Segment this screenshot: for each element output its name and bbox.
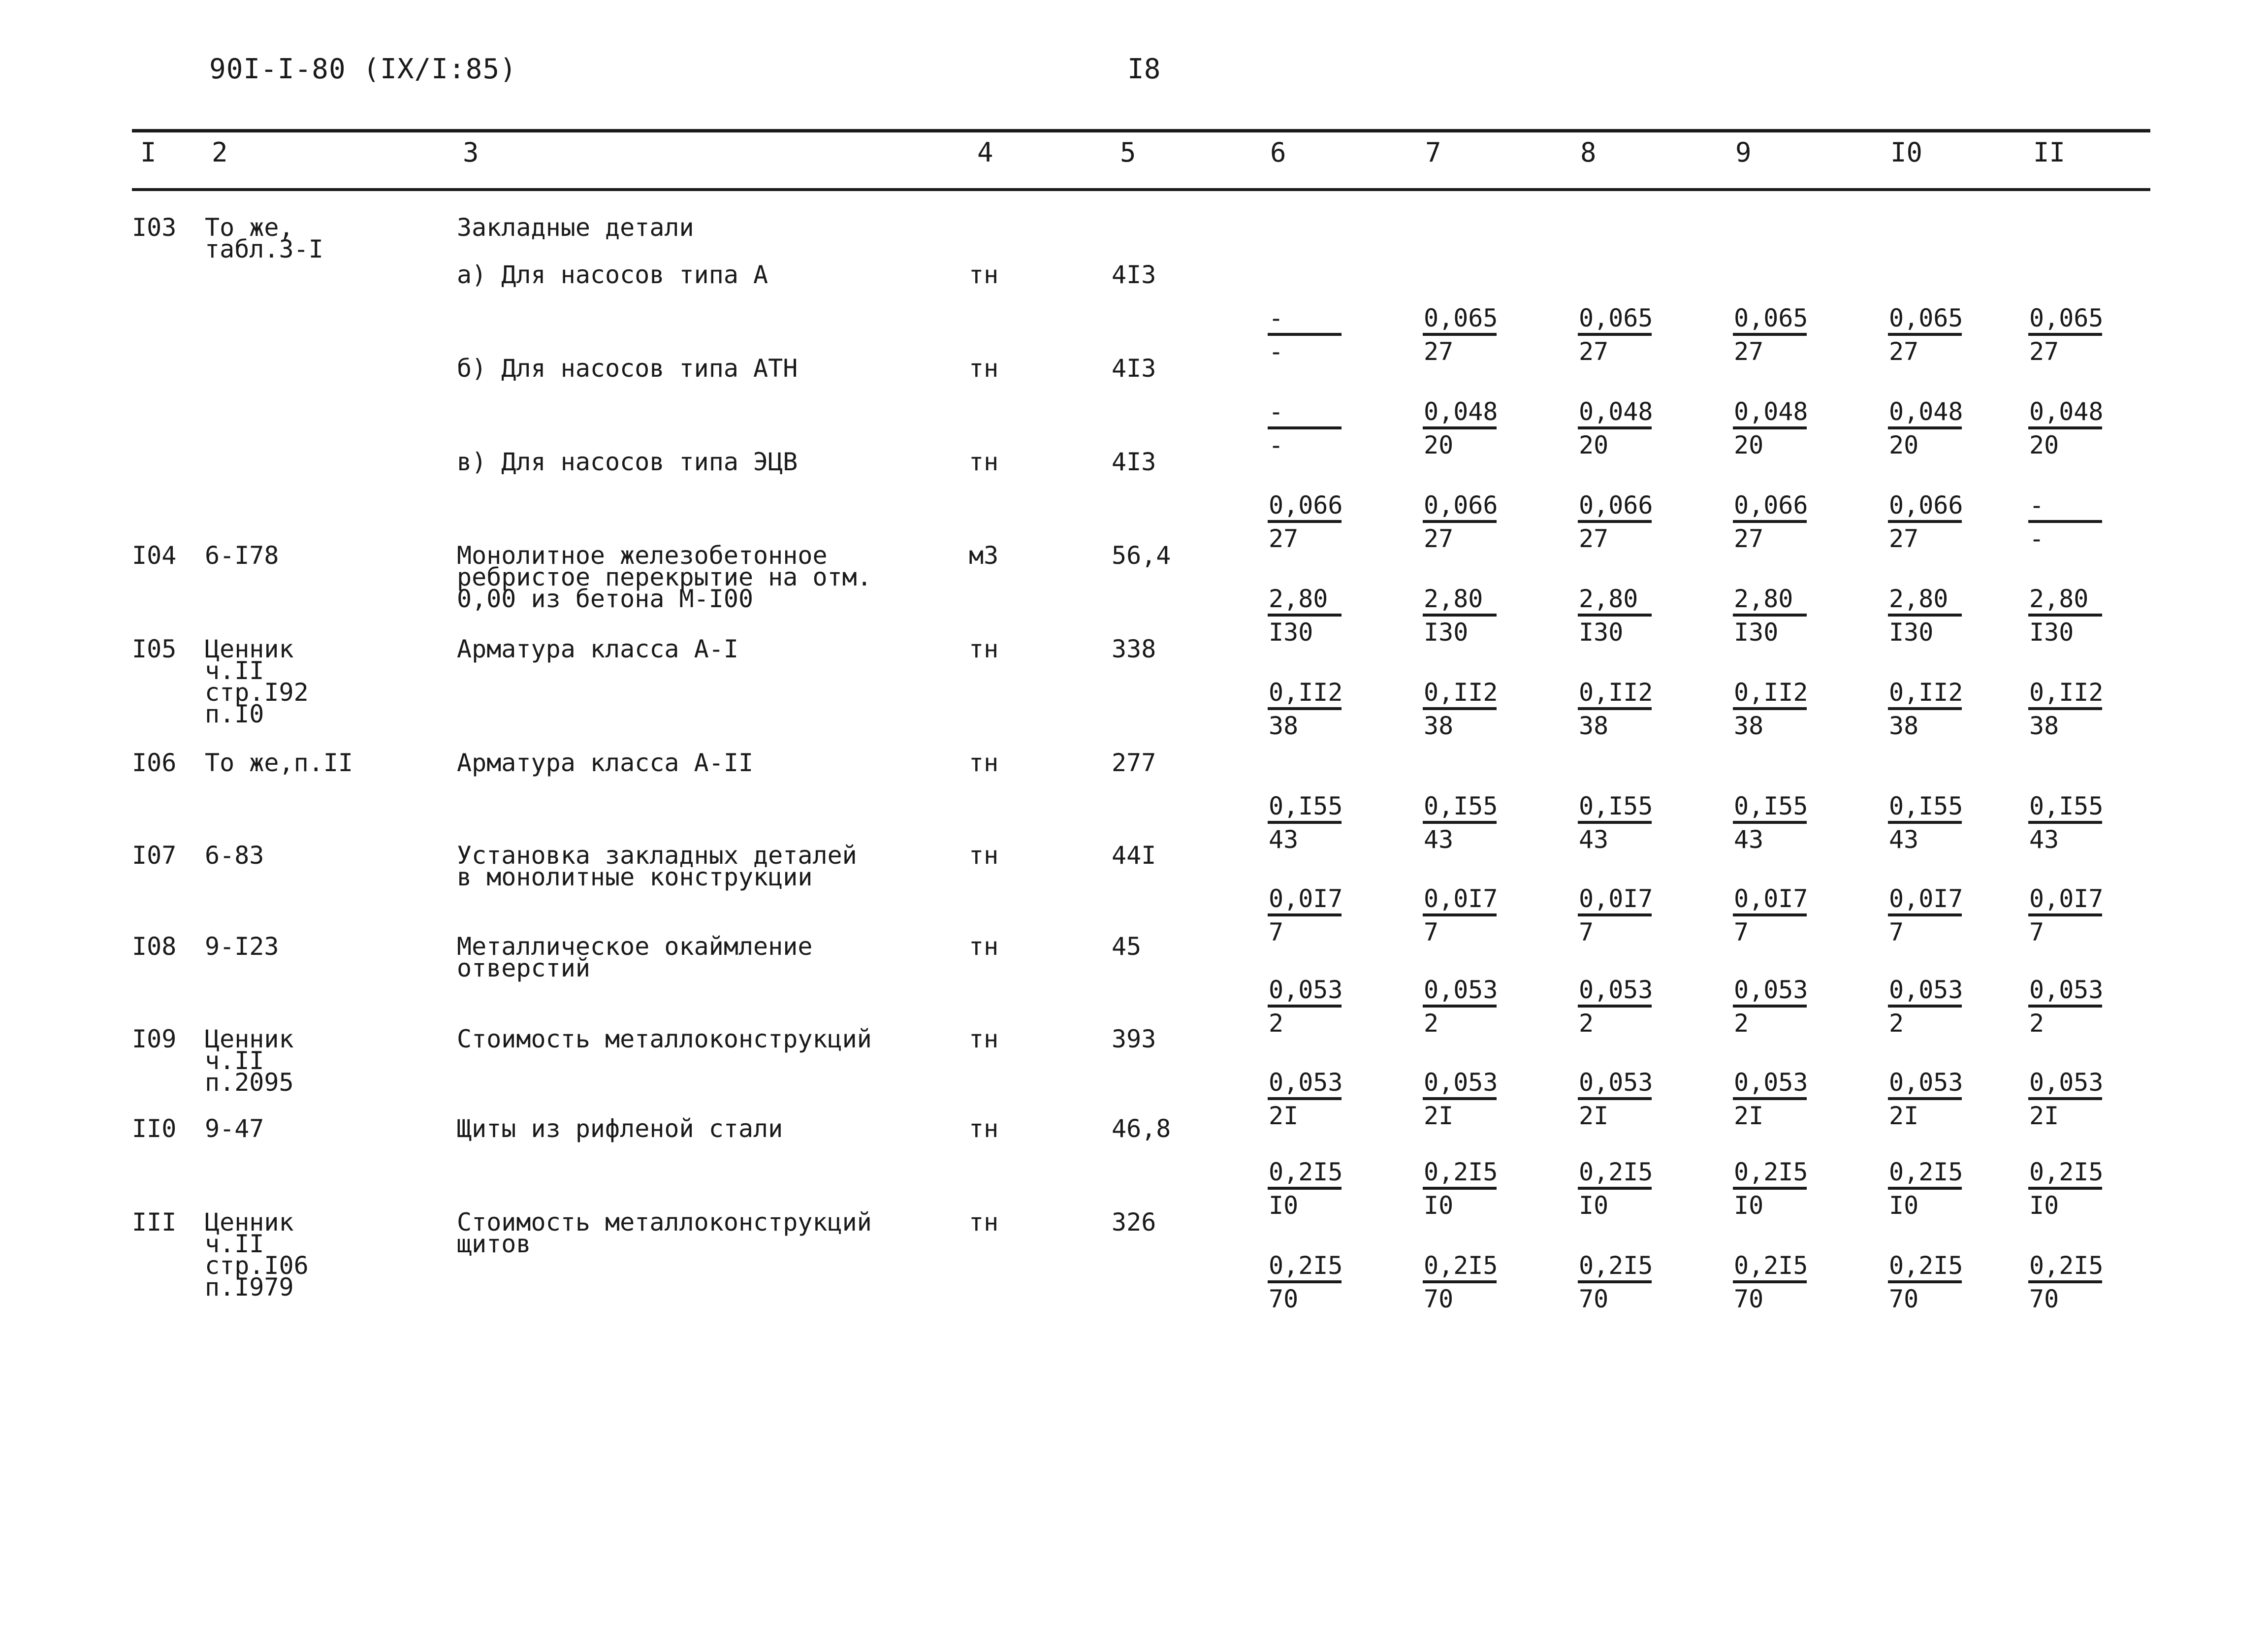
row-source: То же,п.II	[205, 749, 353, 777]
column-number: I	[140, 137, 157, 168]
fraction-numerator: 0,065	[1578, 303, 1652, 336]
fraction-numerator: 0,0I7	[2028, 884, 2102, 916]
fraction-denominator: 2	[2029, 1009, 2044, 1038]
fraction-numerator: 0,066	[1578, 490, 1652, 523]
fraction-numerator: 0,0I7	[1578, 884, 1652, 916]
value-fraction	[1268, 1251, 1342, 1313]
fraction-denominator: 43	[1734, 825, 1764, 854]
fraction-numerator: 0,0I7	[1268, 884, 1342, 916]
value-fraction	[1578, 1157, 1652, 1219]
value-fraction	[1423, 1251, 1497, 1313]
fraction-denominator: 7	[2029, 918, 2044, 946]
fraction-numerator: 0,II2	[1888, 678, 1962, 710]
row-unit: тн	[969, 749, 999, 777]
value-fraction	[1423, 303, 1497, 365]
fraction-denominator: 43	[1579, 825, 1609, 854]
fraction-numerator: 2,80	[1888, 584, 1962, 617]
fraction-numerator: 0,066	[1423, 490, 1497, 523]
row-name: б) Для насосов типа АТН	[457, 354, 798, 383]
fraction-denominator: I0	[1424, 1191, 1454, 1220]
value-fraction	[1888, 584, 1962, 646]
row-source: Ценник ч.II п.2095	[205, 1025, 294, 1097]
fraction-numerator: 0,053	[1888, 975, 1962, 1008]
fraction-numerator: 0,048	[2028, 397, 2102, 429]
fraction-denominator: -	[1269, 337, 1284, 366]
fraction-numerator: 0,048	[1888, 397, 1962, 429]
document-code: 90I-I-80 (IX/I:85)	[209, 53, 517, 85]
table-top-rule	[132, 129, 2150, 132]
value-fraction	[1423, 490, 1497, 553]
fraction-denominator: 7	[1424, 918, 1439, 946]
fraction-denominator: I0	[1269, 1191, 1299, 1220]
row-unit: тн	[969, 932, 999, 961]
fraction-numerator: 0,066	[1268, 490, 1342, 523]
value-fraction	[2028, 584, 2102, 646]
value-fraction	[1888, 490, 1962, 553]
fraction-numerator: 2,80	[1578, 584, 1652, 617]
column-number: 3	[463, 137, 479, 168]
fraction-numerator: 0,065	[1888, 303, 1962, 336]
fraction-numerator: 0,0I7	[1888, 884, 1962, 916]
fraction-denominator: 38	[1579, 712, 1609, 740]
row-source: 6-83	[205, 841, 264, 870]
fraction-numerator: 0,053	[1733, 1068, 1807, 1100]
fraction-numerator: 0,2I5	[1578, 1251, 1652, 1283]
row-unit-cost: 277	[1112, 749, 1156, 777]
value-fraction	[2028, 303, 2102, 365]
fraction-numerator: 0,I55	[1423, 791, 1497, 824]
fraction-numerator: 0,2I5	[1578, 1157, 1652, 1190]
fraction-numerator: 0,II2	[1423, 678, 1497, 710]
fraction-denominator: 2I	[1734, 1102, 1764, 1130]
value-fraction	[1268, 584, 1342, 646]
value-fraction	[1423, 1157, 1497, 1219]
value-fraction	[1888, 1251, 1962, 1313]
row-unit-cost: 4I3	[1112, 354, 1156, 383]
fraction-denominator: -	[1269, 431, 1284, 459]
row-name: а) Для насосов типа А	[457, 260, 768, 289]
fraction-numerator: 0,II2	[1578, 678, 1652, 710]
value-fraction	[1733, 791, 1807, 853]
row-number: I03	[132, 213, 177, 242]
value-fraction	[1268, 975, 1342, 1037]
fraction-numerator: 0,2I5	[1733, 1157, 1807, 1190]
row-unit-cost: 4I3	[1112, 260, 1156, 289]
row-unit: тн	[969, 354, 999, 383]
fraction-denominator: 70	[1424, 1285, 1454, 1313]
value-fraction	[1423, 884, 1497, 946]
fraction-denominator: 7	[1269, 918, 1284, 946]
fraction-numerator: 0,2I5	[1268, 1157, 1342, 1190]
fraction-numerator: 0,065	[1733, 303, 1807, 336]
fraction-numerator: 0,053	[1423, 975, 1497, 1008]
value-fraction	[1733, 1157, 1807, 1219]
column-number: 4	[977, 137, 993, 168]
fraction-numerator: 2,80	[1268, 584, 1342, 617]
value-fraction	[1423, 678, 1497, 740]
row-name: Монолитное железобетонное ребристое перекрытие на отм. 0,00 из бетона М-I00	[457, 541, 872, 613]
fraction-numerator: 0,048	[1423, 397, 1497, 429]
fraction-numerator: 0,I55	[1578, 791, 1652, 824]
row-number: I09	[132, 1025, 177, 1053]
column-number: 9	[1735, 137, 1752, 168]
column-number: 2	[212, 137, 228, 168]
row-unit-cost: 56,4	[1112, 541, 1171, 570]
fraction-denominator: -	[2029, 524, 2044, 553]
value-fraction	[1888, 791, 1962, 853]
value-fraction	[1733, 303, 1807, 365]
value-fraction	[1268, 303, 1342, 365]
fraction-denominator: I0	[2029, 1191, 2059, 1220]
value-fraction	[1268, 791, 1342, 853]
fraction-denominator: 43	[1269, 825, 1299, 854]
fraction-denominator: 7	[1734, 918, 1749, 946]
row-name: Арматура класса А-II	[457, 749, 754, 777]
row-name: Металлическое окаймление отверстий	[457, 932, 813, 982]
fraction-numerator: 0,2I5	[1888, 1157, 1962, 1190]
fraction-numerator: 0,II2	[1268, 678, 1342, 710]
fraction-denominator: 2	[1579, 1009, 1594, 1038]
fraction-denominator: 27	[1269, 524, 1299, 553]
value-fraction	[1423, 584, 1497, 646]
fraction-denominator: I30	[2029, 618, 2074, 647]
fraction-denominator: 43	[1424, 825, 1454, 854]
fraction-denominator: 2I	[1579, 1102, 1609, 1130]
fraction-numerator: 0,053	[1268, 1068, 1342, 1100]
row-unit: тн	[969, 260, 999, 289]
value-fraction	[2028, 1251, 2102, 1313]
value-fraction	[1578, 1251, 1652, 1313]
row-number: III	[132, 1208, 177, 1237]
fraction-denominator: 27	[1424, 524, 1454, 553]
row-unit: м3	[969, 541, 999, 570]
value-fraction	[1578, 1068, 1652, 1130]
fraction-denominator: 27	[1889, 337, 1919, 366]
fraction-numerator: 0,2I5	[1888, 1251, 1962, 1283]
value-fraction	[1578, 678, 1652, 740]
value-fraction	[1423, 791, 1497, 853]
fraction-denominator: I30	[1424, 618, 1469, 647]
column-number: II	[2033, 137, 2066, 168]
value-fraction	[1578, 791, 1652, 853]
value-fraction	[1578, 303, 1652, 365]
fraction-denominator: 38	[1734, 712, 1764, 740]
row-source: 6-I78	[205, 541, 279, 570]
fraction-numerator: 0,2I5	[1733, 1251, 1807, 1283]
value-fraction	[1733, 397, 1807, 459]
value-fraction	[1268, 397, 1342, 459]
fraction-numerator: 0,053	[2028, 1068, 2102, 1100]
fraction-numerator: 0,II2	[1733, 678, 1807, 710]
fraction-denominator: 2	[1734, 1009, 1749, 1038]
value-fraction	[1888, 1157, 1962, 1219]
fraction-numerator: 0,0I7	[1423, 884, 1497, 916]
value-fraction	[1423, 975, 1497, 1037]
row-unit: тн	[969, 841, 999, 870]
row-name: Закладные детали	[457, 213, 694, 242]
row-unit-cost: 393	[1112, 1025, 1156, 1053]
fraction-denominator: 2	[1889, 1009, 1904, 1038]
fraction-denominator: 20	[2029, 431, 2059, 459]
fraction-denominator: 70	[1889, 1285, 1919, 1313]
value-fraction	[1268, 1157, 1342, 1219]
fraction-numerator: 0,2I5	[2028, 1157, 2102, 1190]
row-source: То же, табл.3-I	[205, 213, 323, 263]
fraction-numerator: 2,80	[2028, 584, 2102, 617]
value-fraction	[1268, 1068, 1342, 1130]
row-unit: тн	[969, 1025, 999, 1053]
value-fraction	[2028, 397, 2102, 459]
value-fraction	[1888, 678, 1962, 740]
row-source: Ценник ч.II стр.I06 п.I979	[205, 1208, 309, 1302]
row-number: I06	[132, 749, 177, 777]
fraction-numerator: 0,2I5	[2028, 1251, 2102, 1283]
value-fraction	[2028, 1157, 2102, 1219]
value-fraction	[1733, 1068, 1807, 1130]
value-fraction	[1733, 884, 1807, 946]
row-unit-cost: 4I3	[1112, 448, 1156, 476]
fraction-denominator: 43	[2029, 825, 2059, 854]
value-fraction	[1578, 397, 1652, 459]
value-fraction	[1888, 303, 1962, 365]
fraction-denominator: I0	[1734, 1191, 1764, 1220]
row-unit-cost: 44I	[1112, 841, 1156, 870]
value-fraction	[1578, 975, 1652, 1037]
row-unit-cost: 338	[1112, 635, 1156, 663]
fraction-denominator: 7	[1889, 918, 1904, 946]
fraction-numerator: 0,053	[1268, 975, 1342, 1008]
fraction-denominator: 2I	[1889, 1102, 1919, 1130]
value-fraction	[1733, 490, 1807, 553]
fraction-numerator: -	[1268, 303, 1342, 336]
fraction-numerator: 0,053	[1733, 975, 1807, 1008]
value-fraction	[1888, 1068, 1962, 1130]
fraction-numerator: 2,80	[1423, 584, 1497, 617]
fraction-numerator: 0,0I7	[1733, 884, 1807, 916]
fraction-numerator: 0,2I5	[1268, 1251, 1342, 1283]
row-name: в) Для насосов типа ЭЦВ	[457, 448, 798, 476]
value-fraction	[1733, 678, 1807, 740]
column-number: 5	[1120, 137, 1136, 168]
value-fraction	[1578, 584, 1652, 646]
fraction-numerator: 0,I55	[1268, 791, 1342, 824]
value-fraction	[1888, 884, 1962, 946]
fraction-denominator: 2I	[2029, 1102, 2059, 1130]
value-fraction	[2028, 490, 2102, 553]
fraction-denominator: 20	[1734, 431, 1764, 459]
fraction-denominator: 70	[1579, 1285, 1609, 1313]
value-fraction	[1733, 584, 1807, 646]
row-unit: тн	[969, 448, 999, 476]
column-number: 6	[1270, 137, 1286, 168]
fraction-denominator: 2I	[1269, 1102, 1299, 1130]
column-number: 8	[1580, 137, 1597, 168]
fraction-denominator: 27	[1889, 524, 1919, 553]
fraction-denominator: I30	[1269, 618, 1313, 647]
row-number: I07	[132, 841, 177, 870]
fraction-denominator: I0	[1579, 1191, 1609, 1220]
value-fraction	[2028, 975, 2102, 1037]
fraction-denominator: 70	[2029, 1285, 2059, 1313]
fraction-denominator: 20	[1424, 431, 1454, 459]
value-fraction	[1268, 678, 1342, 740]
row-name: Стоимость металлоконструкций	[457, 1025, 872, 1053]
fraction-numerator: 0,2I5	[1423, 1251, 1497, 1283]
fraction-numerator: 0,053	[1578, 975, 1652, 1008]
value-fraction	[1733, 1251, 1807, 1313]
row-unit-cost: 46,8	[1112, 1114, 1171, 1143]
value-fraction	[1733, 975, 1807, 1037]
fraction-denominator: 20	[1889, 431, 1919, 459]
fraction-denominator: 70	[1734, 1285, 1764, 1313]
fraction-numerator: 0,066	[1733, 490, 1807, 523]
fraction-numerator: 0,066	[1888, 490, 1962, 523]
value-fraction	[1888, 975, 1962, 1037]
row-source: Ценник ч.II стр.I92 п.I0	[205, 635, 309, 728]
row-source: 9-I23	[205, 932, 279, 961]
row-number: I04	[132, 541, 177, 570]
column-number: I0	[1890, 137, 1923, 168]
row-number: II0	[132, 1114, 177, 1143]
value-fraction	[1578, 884, 1652, 946]
fraction-numerator: 0,065	[2028, 303, 2102, 336]
fraction-numerator: 0,I55	[2028, 791, 2102, 824]
row-unit: тн	[969, 1114, 999, 1143]
fraction-denominator: I0	[1889, 1191, 1919, 1220]
fraction-numerator: 0,053	[2028, 975, 2102, 1008]
fraction-numerator: 0,053	[1423, 1068, 1497, 1100]
value-fraction	[1268, 490, 1342, 553]
fraction-numerator: 0,065	[1423, 303, 1497, 336]
fraction-denominator: I30	[1579, 618, 1624, 647]
fraction-numerator: 0,I55	[1733, 791, 1807, 824]
fraction-denominator: 38	[1424, 712, 1454, 740]
value-fraction	[1268, 884, 1342, 946]
value-fraction	[2028, 678, 2102, 740]
value-fraction	[1423, 397, 1497, 459]
fraction-denominator: 27	[1424, 337, 1454, 366]
value-fraction	[1578, 490, 1652, 553]
fraction-denominator: 2	[1424, 1009, 1439, 1038]
fraction-denominator: I30	[1889, 618, 1934, 647]
fraction-denominator: 27	[1734, 524, 1764, 553]
value-fraction	[1423, 1068, 1497, 1130]
fraction-numerator: -	[1268, 397, 1342, 429]
row-name: Стоимость металлоконструкций щитов	[457, 1208, 872, 1258]
row-unit: тн	[969, 635, 999, 663]
fraction-numerator: 0,2I5	[1423, 1157, 1497, 1190]
fraction-denominator: 27	[1579, 337, 1609, 366]
row-name: Арматура класса А-I	[457, 635, 738, 663]
row-number: I05	[132, 635, 177, 663]
fraction-numerator: 0,048	[1733, 397, 1807, 429]
row-unit-cost: 326	[1112, 1208, 1156, 1237]
row-source: 9-47	[205, 1114, 264, 1143]
page-number: I8	[1127, 53, 1161, 85]
value-fraction	[2028, 791, 2102, 853]
fraction-numerator: 0,053	[1578, 1068, 1652, 1100]
fraction-numerator: 0,053	[1888, 1068, 1962, 1100]
value-fraction	[1888, 397, 1962, 459]
fraction-denominator: 7	[1579, 918, 1594, 946]
row-name: Щиты из рифленой стали	[457, 1114, 783, 1143]
column-number: 7	[1425, 137, 1441, 168]
fraction-denominator: 43	[1889, 825, 1919, 854]
fraction-denominator: 70	[1269, 1285, 1299, 1313]
fraction-denominator: 38	[1889, 712, 1919, 740]
row-number: I08	[132, 932, 177, 961]
row-unit-cost: 45	[1112, 932, 1142, 961]
fraction-numerator: 2,80	[1733, 584, 1807, 617]
table-header-rule	[132, 188, 2150, 191]
fraction-numerator: 0,048	[1578, 397, 1652, 429]
fraction-denominator: 27	[1579, 524, 1609, 553]
fraction-denominator: I30	[1734, 618, 1779, 647]
value-fraction	[2028, 1068, 2102, 1130]
fraction-numerator: 0,II2	[2028, 678, 2102, 710]
value-fraction	[2028, 884, 2102, 946]
fraction-numerator: 0,I55	[1888, 791, 1962, 824]
fraction-denominator: 2I	[1424, 1102, 1454, 1130]
fraction-denominator: 38	[1269, 712, 1299, 740]
fraction-numerator: -	[2028, 490, 2102, 523]
fraction-denominator: 20	[1579, 431, 1609, 459]
row-name: Установка закладных деталей в монолитные конструкции	[457, 841, 857, 891]
row-unit: тн	[969, 1208, 999, 1237]
fraction-denominator: 2	[1269, 1009, 1284, 1038]
fraction-denominator: 27	[2029, 337, 2059, 366]
fraction-denominator: 27	[1734, 337, 1764, 366]
fraction-denominator: 38	[2029, 712, 2059, 740]
